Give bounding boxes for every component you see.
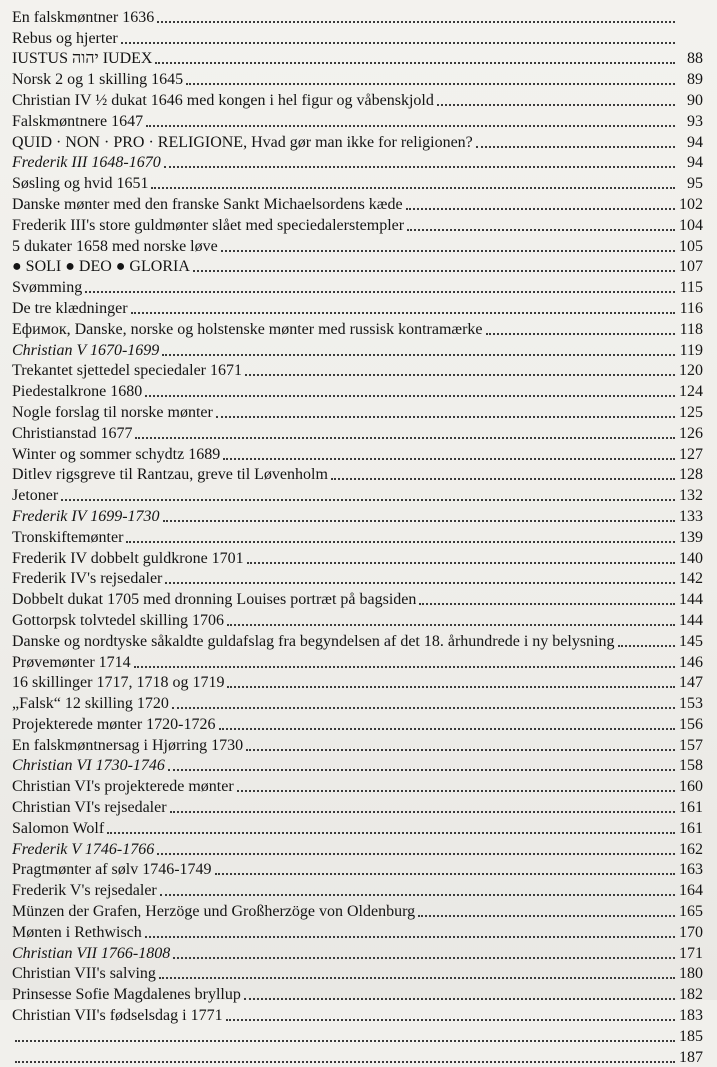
- toc-page-number: 118: [679, 320, 703, 338]
- toc-entry: [12, 89, 703, 110]
- toc-entry-title: Danske og nordtyske såkaldte guldafslag fra begyndelsen af det 18. århundrede i ny belysning: [12, 632, 615, 650]
- toc-entry-title: En falskmøntnersag i Hjørring 1730: [12, 736, 244, 754]
- toc-entry-title: Danske mønter med den franske Sankt Michaelsordens kæde: [12, 195, 403, 213]
- dot-leader: [131, 311, 675, 314]
- dot-leader: [226, 1018, 675, 1021]
- toc-page-number: 170: [679, 923, 703, 941]
- toc-page-number: 185: [679, 1027, 703, 1045]
- toc-entry: [12, 505, 703, 526]
- toc-page-number: 187: [679, 1048, 703, 1066]
- dot-leader: [15, 1039, 675, 1042]
- dot-leader: [418, 914, 675, 917]
- toc-entry: [12, 547, 703, 568]
- toc-entry: [12, 775, 703, 796]
- toc-entry: [12, 1004, 703, 1025]
- toc-entry-title: De tre klædninger: [12, 299, 128, 317]
- dot-leader: [107, 831, 675, 834]
- toc-entry-title: Christianstad 1677: [12, 424, 133, 442]
- dot-leader: [331, 477, 675, 480]
- toc-entry-title: Winter og sommer schydtz 1689: [12, 445, 221, 463]
- toc-entry: [12, 6, 703, 27]
- toc-page-number: 163: [679, 861, 703, 879]
- dot-leader: [61, 498, 675, 501]
- toc-page-number: 125: [679, 403, 703, 421]
- toc-page-number: 158: [679, 757, 703, 775]
- toc-entry: [12, 568, 703, 589]
- toc-entry: [12, 630, 703, 651]
- toc-entry-title: 5 dukater 1658 med norske løve: [12, 237, 218, 255]
- dot-leader: [145, 935, 675, 938]
- toc-page-number: 132: [679, 487, 703, 505]
- dot-leader: [160, 893, 675, 896]
- dot-leader: [407, 228, 675, 231]
- toc-entry-title: Projekterede mønter 1720-1726: [12, 715, 216, 733]
- toc-entry-title: „Falsk“ 12 skilling 1720: [12, 695, 169, 713]
- toc-page-number: 95: [687, 175, 703, 193]
- toc-entry: [12, 713, 703, 734]
- dot-leader: [237, 789, 675, 792]
- toc-entry: [12, 110, 703, 131]
- dot-leader: [437, 103, 675, 106]
- toc-entry: [12, 235, 703, 256]
- toc-entry: [12, 318, 703, 339]
- toc-entry: [12, 1046, 703, 1067]
- toc-page-number: 161: [679, 819, 703, 837]
- toc-page-number: 147: [679, 674, 703, 692]
- toc-entry-title: Gottorpsk tolvtedel skilling 1706: [12, 611, 224, 629]
- dot-leader: [164, 165, 675, 168]
- toc-entry: [12, 27, 703, 48]
- toc-entry-title: Christian VII's salving: [12, 965, 156, 983]
- toc-page-number: 161: [679, 799, 703, 817]
- toc-page-number: 120: [679, 362, 703, 380]
- toc-entry: [12, 588, 703, 609]
- toc-page-number: 140: [679, 549, 703, 567]
- toc-page-number: 93: [687, 112, 703, 130]
- dot-leader: [186, 82, 675, 85]
- toc-entry: [12, 193, 703, 214]
- toc-entry-title: 16 skillinger 1717, 1718 og 1719: [12, 674, 225, 692]
- toc-page-number: 171: [679, 944, 703, 962]
- dot-leader: [151, 186, 675, 189]
- toc-entry: [12, 464, 703, 485]
- toc-section-heading: Frederik V 1746-1766: [12, 840, 155, 858]
- dot-leader: [419, 602, 675, 605]
- dot-leader: [170, 810, 675, 813]
- toc-page-number: 102: [679, 195, 703, 213]
- toc-entry-title: Christian IV ½ dukat 1646 med kongen i hel figur og våbenskjold: [12, 91, 434, 109]
- dot-leader: [216, 415, 675, 418]
- toc-entry-title: Nogle forslag til norske mønter: [12, 403, 213, 421]
- toc-section-heading: Christian VI 1730-1746: [12, 757, 165, 775]
- toc-page-number: 144: [679, 611, 703, 629]
- toc-page-number: 157: [679, 736, 703, 754]
- toc-entry-title: Trekantet sjettedel speciedaler 1671: [12, 362, 242, 380]
- toc-page-number: 107: [679, 258, 703, 276]
- toc-section-heading: Christian VII 1766-1808: [12, 944, 171, 962]
- toc-entry-title: ● SOLI ● DEO ● GLORIA: [12, 258, 190, 276]
- table-of-contents: [12, 6, 703, 1067]
- dot-leader: [219, 727, 676, 730]
- toc-entry: [12, 526, 703, 547]
- dot-leader: [157, 20, 675, 23]
- dot-leader: [134, 665, 675, 668]
- toc-entry: [12, 942, 703, 963]
- dot-leader: [246, 748, 675, 751]
- toc-entry-title: Christian VI's rejsedaler: [12, 799, 167, 817]
- toc-entry: [12, 879, 703, 900]
- dot-leader: [126, 540, 675, 543]
- toc-page-number: 139: [679, 528, 703, 546]
- toc-page-number: 133: [679, 507, 703, 525]
- toc-entry: [12, 921, 703, 942]
- toc-entry: [12, 360, 703, 381]
- toc-page-number: 119: [679, 341, 703, 359]
- toc-entry: [12, 900, 703, 921]
- toc-entry: [12, 484, 703, 505]
- toc-entry-title: Ефимок, Danske, norske og holstenske mønter med russisk kontramærke: [12, 320, 483, 338]
- toc-entry: [12, 692, 703, 713]
- dot-leader: [221, 249, 675, 252]
- toc-page-number: 89: [687, 71, 703, 89]
- toc-section-heading: Christian V 1670-1699: [12, 341, 160, 359]
- toc-entry: [12, 297, 703, 318]
- toc-entry-title: Münzen der Grafen, Herzöge und Großherzöge von Oldenburg: [12, 903, 416, 921]
- toc-entry-title: Jetoner: [12, 487, 59, 505]
- toc-entry: [12, 734, 703, 755]
- toc-entry-title: Norsk 2 og 1 skilling 1645: [12, 71, 184, 89]
- toc-page-number: 115: [679, 279, 703, 297]
- dot-leader: [135, 436, 675, 439]
- dot-leader: [486, 332, 675, 335]
- toc-page-number: 124: [679, 383, 703, 401]
- toc-page-number: 126: [679, 424, 703, 442]
- toc-entry: [12, 983, 703, 1004]
- dot-leader: [146, 124, 675, 127]
- toc-entry-title: Frederik IV's rejsedaler: [12, 570, 163, 588]
- toc-entry: [12, 1025, 703, 1046]
- toc-entry: [12, 651, 703, 672]
- toc-entry-title: Tronskiftemønter: [12, 528, 124, 546]
- toc-entry: [12, 276, 703, 297]
- toc-entry-title: Svømming: [12, 279, 83, 297]
- toc-page-number: 182: [679, 986, 703, 1004]
- dot-leader: [165, 581, 675, 584]
- dot-leader: [618, 644, 676, 647]
- dot-leader: [223, 457, 675, 460]
- toc-entry: [12, 817, 703, 838]
- toc-entry-title: QUID · NON · PRO · RELIGIONE, Hvad gør man ikke for religionen?: [12, 133, 473, 151]
- toc-entry-title: Frederik III's store guldmønter slået med speciedalerstempler: [12, 216, 405, 234]
- toc-section-heading: Frederik III 1648-1670: [12, 154, 161, 172]
- dot-leader: [155, 61, 675, 64]
- toc-page-number: 180: [679, 965, 703, 983]
- toc-page-number: 145: [679, 632, 703, 650]
- toc-entry-title: Rebus og hjerter: [12, 29, 118, 47]
- toc-page-number: 90: [687, 91, 703, 109]
- toc-entry-title: Falskmøntnere 1647: [12, 112, 144, 130]
- toc-entry: [12, 838, 703, 859]
- toc-entry: [12, 48, 703, 69]
- dot-leader: [85, 290, 675, 293]
- toc-entry-title: En falskmøntner 1636: [12, 8, 155, 26]
- toc-entry: [12, 214, 703, 235]
- toc-page-number: 156: [679, 715, 703, 733]
- toc-page-number: 142: [679, 570, 703, 588]
- toc-entry-title: Mønten i Rethwisch: [12, 923, 142, 941]
- dot-leader: [121, 41, 675, 44]
- toc-section-heading: Frederik IV 1699-1730: [12, 507, 160, 525]
- toc-page-number: 183: [679, 1007, 703, 1025]
- toc-page-number: 105: [679, 237, 703, 255]
- dot-leader: [227, 623, 675, 626]
- toc-page-number: 153: [679, 695, 703, 713]
- dot-leader: [245, 373, 675, 376]
- toc-entry-title: Christian VII's fødselsdag i 1771: [12, 1007, 223, 1025]
- toc-page-number: 144: [679, 591, 703, 609]
- toc-entry: [12, 131, 703, 152]
- toc-page-number: 88: [687, 50, 703, 68]
- toc-entry: [12, 672, 703, 693]
- toc-entry: [12, 859, 703, 880]
- dot-leader: [247, 561, 675, 564]
- dot-leader: [168, 768, 675, 771]
- dot-leader: [227, 685, 675, 688]
- dot-leader: [406, 207, 675, 210]
- dot-leader: [476, 145, 675, 148]
- dot-leader: [159, 976, 675, 979]
- dot-leader: [173, 956, 675, 959]
- toc-entry: [12, 796, 703, 817]
- toc-page-number: 160: [679, 778, 703, 796]
- toc-page-number: 116: [679, 299, 703, 317]
- dot-leader: [157, 852, 675, 855]
- toc-page-number: 165: [679, 903, 703, 921]
- toc-page-number: 104: [679, 216, 703, 234]
- toc-entry-title: Pragtmønter af sølv 1746-1749: [12, 861, 212, 879]
- toc-entry-title: IUSTUS יהוה IUDEX: [12, 50, 153, 68]
- dot-leader: [15, 1060, 675, 1063]
- toc-entry: [12, 443, 703, 464]
- toc-page-number: 162: [679, 840, 703, 858]
- toc-page-number: 128: [679, 466, 703, 484]
- toc-entry: [12, 172, 703, 193]
- toc-entry-title: Christian VI's projekterede mønter: [12, 778, 234, 796]
- toc-entry: [12, 755, 703, 776]
- toc-entry-title: Prinsesse Sofie Magdalenes bryllup: [12, 986, 241, 1004]
- toc-entry: [12, 68, 703, 89]
- toc-page-number: 146: [679, 653, 703, 671]
- toc-page-number: 94: [687, 133, 703, 151]
- toc-page-number: 94: [687, 154, 703, 172]
- toc-entry: [12, 339, 703, 360]
- toc-entry: [12, 152, 703, 173]
- toc-entry: [12, 609, 703, 630]
- dot-leader: [215, 872, 675, 875]
- toc-entry: [12, 401, 703, 422]
- toc-entry: [12, 380, 703, 401]
- toc-page-number: 164: [679, 882, 703, 900]
- toc-entry-title: Dobbelt dukat 1705 med dronning Louises portræt på bagsiden: [12, 591, 417, 609]
- toc-entry-title: Frederik IV dobbelt guldkrone 1701: [12, 549, 244, 567]
- dot-leader: [172, 706, 675, 709]
- toc-entry-title: Søsling og hvid 1651: [12, 175, 149, 193]
- toc-entry-title: Frederik V's rejsedaler: [12, 882, 157, 900]
- dot-leader: [163, 519, 675, 522]
- toc-entry-title: Prøvemønter 1714: [12, 653, 131, 671]
- toc-entry-title: Piedestalkrone 1680: [12, 383, 143, 401]
- dot-leader: [162, 353, 675, 356]
- dot-leader: [193, 269, 675, 272]
- toc-page-number: 127: [679, 445, 703, 463]
- toc-entry: [12, 422, 703, 443]
- dot-leader: [145, 394, 675, 397]
- toc-entry-title: Salomon Wolf: [12, 819, 105, 837]
- toc-entry: [12, 256, 703, 277]
- toc-entry-title: Ditlev rigsgreve til Rantzau, greve til Løvenholm: [12, 466, 328, 484]
- toc-entry: [12, 963, 703, 984]
